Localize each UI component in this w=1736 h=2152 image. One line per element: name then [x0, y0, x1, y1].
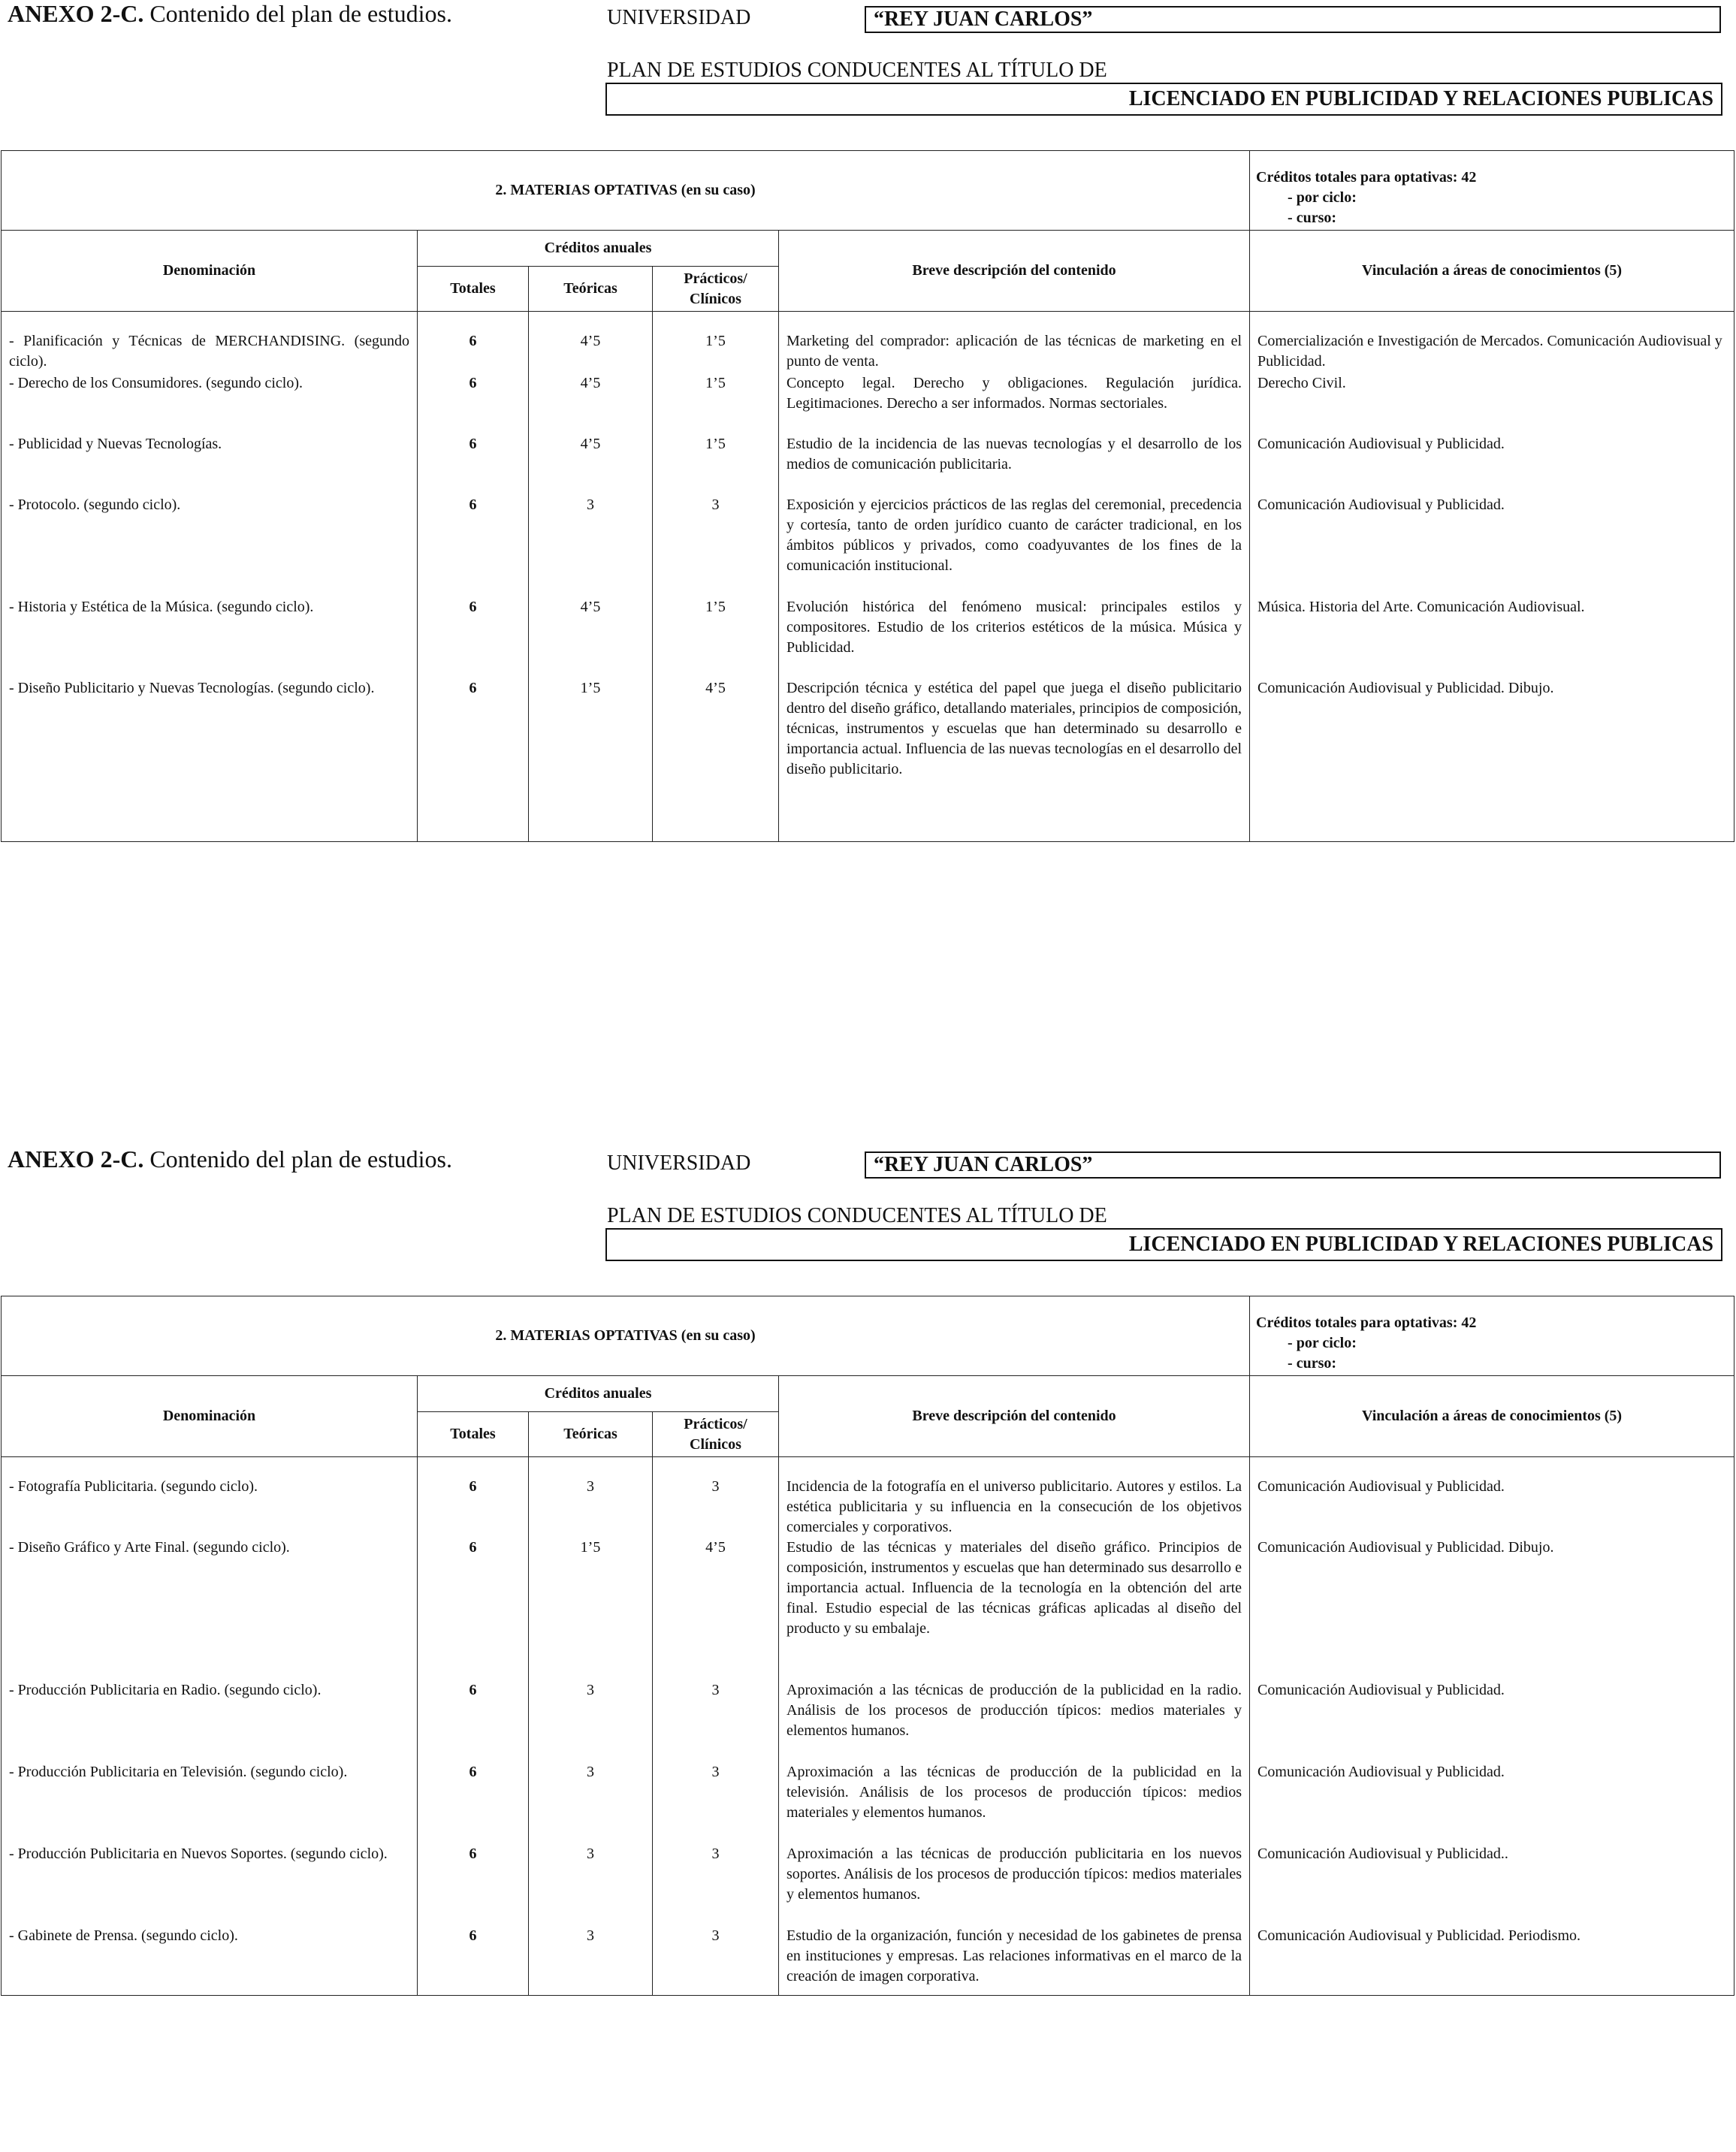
universidad-label: UNIVERSIDAD [607, 1151, 751, 1175]
cell-practicos: 3 [653, 1926, 779, 1995]
cell-teoricas: 1’5 [529, 678, 653, 842]
cell-descripcion: Marketing del comprador: aplicación de las técnicas de marketing en el punto de venta. [779, 312, 1250, 373]
cell-practicos: 3 [653, 1457, 779, 1538]
universidad-name-box: “REY JUAN CARLOS” [865, 1151, 1721, 1179]
cell-vinculacion: Comunicación Audiovisual y Publicidad. [1250, 1457, 1734, 1538]
table-row [2, 495, 1734, 597]
curso: - curso: [1288, 210, 1337, 226]
cell-denominacion: - Gabinete de Prensa. (segundo ciclo). [2, 1926, 418, 1995]
cell-teoricas: 3 [529, 1762, 653, 1844]
cell-vinculacion: Derecho Civil. [1250, 373, 1734, 434]
cell-teoricas: 4’5 [529, 312, 653, 373]
plan-label: PLAN DE ESTUDIOS CONDUCENTES AL TÍTULO DE [607, 59, 1107, 82]
creditos-totales-cell [1250, 1296, 1734, 1376]
cell-totales: 6 [418, 434, 529, 495]
col-denominacion: Denominación [2, 231, 418, 312]
cell-descripcion: Estudio de las técnicas y materiales del diseño gráfico. Principios de composición, instrumentos y escuelas que han determinado sus desarrollo e importancia actual. Influencia de la tecnología en la obtención del arte final. Estudio especial de las técnicas gráficas aplicadas al diseño del producto y su embalaje. [779, 1538, 1250, 1680]
document-page-1 [0, 0, 1736, 1007]
cell-vinculacion: Música. Historia del Arte. Comunicación Audiovisual. [1250, 597, 1734, 678]
creditos-totales: Créditos totales para optativas: 42 [1256, 169, 1477, 186]
col-vinculacion: Vinculación a áreas de conocimientos (5) [1250, 231, 1734, 312]
por-ciclo: - por ciclo: [1288, 1335, 1357, 1351]
cell-teoricas: 3 [529, 1926, 653, 1995]
cell-totales: 6 [418, 1680, 529, 1762]
cell-denominacion: - Planificación y Técnicas de MERCHANDISING. (segundo ciclo). [2, 312, 418, 373]
table-row [2, 373, 1734, 434]
cell-totales: 6 [418, 495, 529, 597]
cell-denominacion: - Fotografía Publicitaria. (segundo ciclo). [2, 1457, 418, 1538]
plan-label: PLAN DE ESTUDIOS CONDUCENTES AL TÍTULO DE [607, 1204, 1107, 1227]
col-creditos-anuales: Créditos anuales [418, 1376, 779, 1412]
table-row [2, 1538, 1734, 1680]
document-page-2 [0, 1145, 1736, 2152]
cell-teoricas: 4’5 [529, 373, 653, 434]
cell-practicos: 4’5 [653, 1538, 779, 1680]
cell-practicos: 3 [653, 1844, 779, 1926]
cell-totales: 6 [418, 1926, 529, 1995]
cell-vinculacion: Comercialización e Investigación de Mercados. Comunicación Audiovisual y Publicidad. [1250, 312, 1734, 373]
cell-descripcion: Aproximación a las técnicas de producción publicitaria en los nuevos soportes. Análisis de los procesos de producción típicos: medios materiales y elementos humanos. [779, 1844, 1250, 1926]
col-practicos: Prácticos/ Clínicos [653, 267, 779, 312]
cell-descripcion: Aproximación a las técnicas de producción de la publicidad en la radio. Análisis de los procesos de producción típicos: medios materiales y elementos humanos. [779, 1680, 1250, 1762]
cell-denominacion: - Publicidad y Nuevas Tecnologías. [2, 434, 418, 495]
cell-denominacion: - Historia y Estética de la Música. (segundo ciclo). [2, 597, 418, 678]
cell-teoricas: 3 [529, 1457, 653, 1538]
cell-vinculacion: Comunicación Audiovisual y Publicidad. Periodismo. [1250, 1926, 1734, 1995]
anexo-heading: ANEXO 2-C. Contenido del plan de estudios. [8, 0, 452, 27]
universidad-label: UNIVERSIDAD [607, 6, 751, 29]
col-vinculacion: Vinculación a áreas de conocimientos (5) [1250, 1376, 1734, 1457]
cell-totales: 6 [418, 597, 529, 678]
col-descripcion: Breve descripción del contenido [779, 231, 1250, 312]
anexo-heading: ANEXO 2-C. Contenido del plan de estudios. [8, 1145, 452, 1173]
cell-denominacion: - Producción Publicitaria en Nuevos Soportes. (segundo ciclo). [2, 1844, 418, 1926]
cell-vinculacion: Comunicación Audiovisual y Publicidad. [1250, 1762, 1734, 1844]
cell-denominacion: - Producción Publicitaria en Televisión. (segundo ciclo). [2, 1762, 418, 1844]
cell-totales: 6 [418, 373, 529, 434]
cell-descripcion: Estudio de la organización, función y necesidad de los gabinetes de prensa en instituciones y empresas. Las relaciones informativas en el marco de la creación de imagen corporativa. [779, 1926, 1250, 1995]
cell-vinculacion: Comunicación Audiovisual y Publicidad. Dibujo. [1250, 678, 1734, 842]
curso: - curso: [1288, 1355, 1337, 1372]
materias-optativas-table [1, 150, 1734, 842]
cell-practicos: 1’5 [653, 597, 779, 678]
cell-vinculacion: Comunicación Audiovisual y Publicidad. Dibujo. [1250, 1538, 1734, 1680]
table-row [2, 597, 1734, 678]
table-row [2, 1457, 1734, 1538]
cell-teoricas: 3 [529, 1844, 653, 1926]
table-row [2, 1762, 1734, 1844]
cell-denominacion: - Protocolo. (segundo ciclo). [2, 495, 418, 597]
cell-denominacion: - Diseño Publicitario y Nuevas Tecnologías. (segundo ciclo). [2, 678, 418, 842]
col-denominacion: Denominación [2, 1376, 418, 1457]
col-totales: Totales [418, 267, 529, 312]
cell-teoricas: 4’5 [529, 597, 653, 678]
cell-totales: 6 [418, 1844, 529, 1926]
section-title: 2. MATERIAS OPTATIVAS (en su caso) [2, 151, 1250, 231]
cell-totales: 6 [418, 1762, 529, 1844]
cell-teoricas: 3 [529, 495, 653, 597]
cell-practicos: 1’5 [653, 434, 779, 495]
cell-totales: 6 [418, 678, 529, 842]
cell-descripcion: Descripción técnica y estética del papel que juega el diseño publicitario dentro del diseño gráfico, detallando materiales, principios de composición, técnicas, instrumentos y escuelas que han determinado su desarrollo e importancia actual. Influencia de las nuevas tecnologías en el desarrollo del diseño publicitario. [779, 678, 1250, 842]
cell-descripcion: Exposición y ejercicios prácticos de las reglas del ceremonial, precedencia y cortesía, tanto de orden jurídico cuanto de carácter tradicional, en los ámbitos públicos y privados, como coadyuvantes de los fines de la comunicación institucional. [779, 495, 1250, 597]
col-descripcion: Breve descripción del contenido [779, 1376, 1250, 1457]
cell-descripcion: Aproximación a las técnicas de producción de la publicidad en la televisión. Análisis de los procesos de producción típicos: medios materiales y elementos humanos. [779, 1762, 1250, 1844]
table-row [2, 1844, 1734, 1926]
materias-optativas-table [1, 1296, 1734, 1996]
col-teoricas: Teóricas [529, 1412, 653, 1457]
cell-vinculacion: Comunicación Audiovisual y Publicidad.. [1250, 1844, 1734, 1926]
section-title: 2. MATERIAS OPTATIVAS (en su caso) [2, 1296, 1250, 1376]
col-teoricas: Teóricas [529, 267, 653, 312]
cell-descripcion: Estudio de la incidencia de las nuevas tecnologías y el desarrollo de los medios de comunicación publicitaria. [779, 434, 1250, 495]
universidad-name-box: “REY JUAN CARLOS” [865, 6, 1721, 33]
cell-totales: 6 [418, 1457, 529, 1538]
cell-practicos: 3 [653, 1762, 779, 1844]
cell-teoricas: 3 [529, 1680, 653, 1762]
table-row [2, 434, 1734, 495]
table-row [2, 678, 1734, 842]
cell-teoricas: 4’5 [529, 434, 653, 495]
cell-teoricas: 1’5 [529, 1538, 653, 1680]
table-row [2, 1926, 1734, 1995]
table-row [2, 1680, 1734, 1762]
cell-descripcion: Incidencia de la fotografía en el universo publicitario. Autores y estilos. La estética publicitaria y su influencia en la consecución de los objetivos comerciales y corporativos. [779, 1457, 1250, 1538]
creditos-totales-cell [1250, 151, 1734, 231]
degree-title-box: LICENCIADO EN PUBLICIDAD Y RELACIONES PUBLICAS [605, 1228, 1722, 1261]
creditos-totales: Créditos totales para optativas: 42 [1256, 1314, 1477, 1331]
cell-practicos: 4’5 [653, 678, 779, 842]
cell-practicos: 3 [653, 495, 779, 597]
cell-vinculacion: Comunicación Audiovisual y Publicidad. [1250, 1680, 1734, 1762]
cell-totales: 6 [418, 312, 529, 373]
table-row [2, 312, 1734, 373]
col-practicos: Prácticos/ Clínicos [653, 1412, 779, 1457]
cell-practicos: 1’5 [653, 312, 779, 373]
degree-title-box: LICENCIADO EN PUBLICIDAD Y RELACIONES PUBLICAS [605, 83, 1722, 116]
cell-descripcion: Evolución histórica del fenómeno musical: principales estilos y compositores. Estudio de los criterios estéticos de la música. Música y Publicidad. [779, 597, 1250, 678]
cell-vinculacion: Comunicación Audiovisual y Publicidad. [1250, 495, 1734, 597]
col-totales: Totales [418, 1412, 529, 1457]
cell-denominacion: - Diseño Gráfico y Arte Final. (segundo ciclo). [2, 1538, 418, 1680]
cell-vinculacion: Comunicación Audiovisual y Publicidad. [1250, 434, 1734, 495]
col-creditos-anuales: Créditos anuales [418, 231, 779, 267]
cell-totales: 6 [418, 1538, 529, 1680]
por-ciclo: - por ciclo: [1288, 189, 1357, 206]
cell-denominacion: - Derecho de los Consumidores. (segundo ciclo). [2, 373, 418, 434]
cell-denominacion: - Producción Publicitaria en Radio. (segundo ciclo). [2, 1680, 418, 1762]
cell-practicos: 3 [653, 1680, 779, 1762]
cell-practicos: 1’5 [653, 373, 779, 434]
cell-descripcion: Concepto legal. Derecho y obligaciones. Regulación jurídica. Legitimaciones. Derecho a ser informados. Normas sectoriales. [779, 373, 1250, 434]
